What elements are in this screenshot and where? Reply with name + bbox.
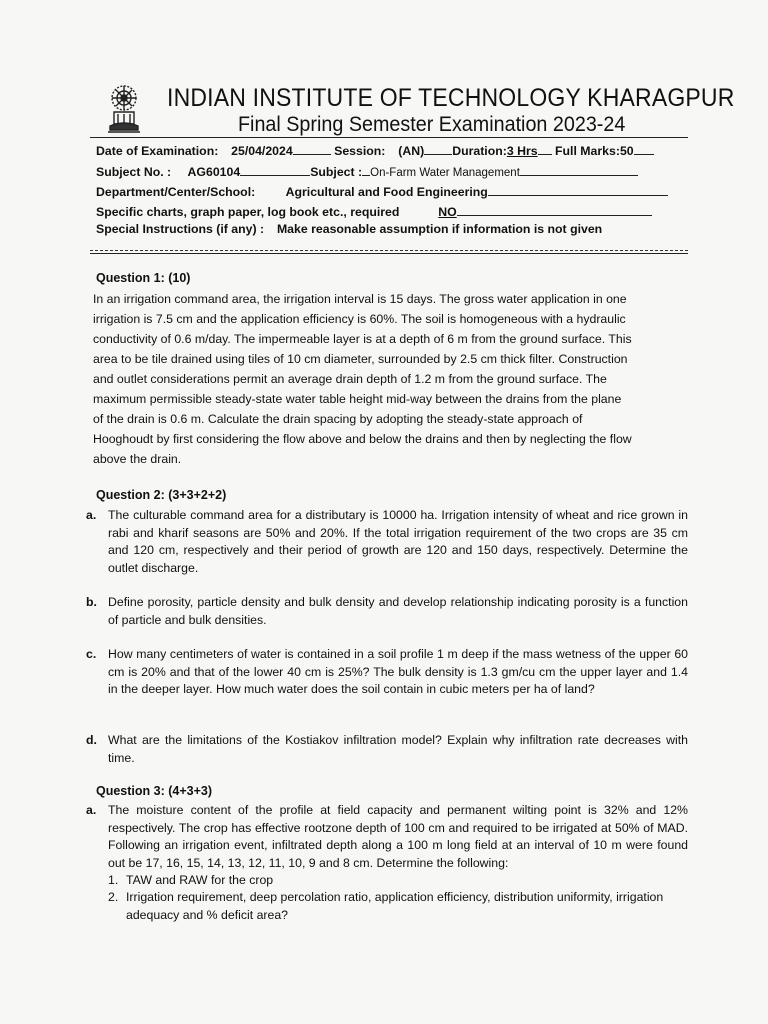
q1-line: of the drain is 0.6 m. Calculate the drain spacing by adopting the steady-state approach of <box>93 412 583 426</box>
sub-number: 2. <box>108 890 119 904</box>
date-value: 25/04/2024 <box>231 144 293 158</box>
q1-line: irrigation is 7.5 cm and the application efficiency is 60%. The soil is homogeneous with a hydraulic <box>93 312 626 326</box>
q1-line: maximum permissible steady-state water table height mid-way between the drains from the plane <box>93 392 622 406</box>
institute-logo-icon <box>104 80 156 138</box>
item-text: The culturable command area for a distributary is 10000 ha. Irrigation intensity of wheat and rice grown in rabi and kharif seasons are 50% and 20%. If the total irrigation requirement of the two crops are 35 cm and 120 cm, respectively and their period of growth are 120 and 150 days, respectively. Determine the outlet discharge. <box>108 508 688 575</box>
subject-info-line <box>96 164 638 179</box>
question-2d <box>86 732 688 767</box>
q1-line: and outlet considerations permit an average drain depth of 1.2 m from the ground surface. The <box>93 372 607 386</box>
question-3a-sub-1 <box>108 872 688 890</box>
duration-value: 3 Hrs <box>506 144 538 158</box>
special-instructions-line <box>96 222 602 236</box>
subject-label: Subject : <box>310 165 363 179</box>
item-label: a. <box>86 803 97 817</box>
q1-line: conductivity of 0.6 m/day. The impermeable layer is at a depth of 6 m from the ground surface. This <box>93 332 632 346</box>
question-1-title: Question 1: (10) <box>96 271 191 285</box>
q1-line: above the drain. <box>93 452 182 466</box>
instructions-label: Special Instructions (if any) : <box>96 222 265 236</box>
date-label: Date of Examination: <box>96 144 219 158</box>
subject-no-label: Subject No. : <box>96 165 172 179</box>
header-top-rule <box>90 137 688 138</box>
item-label: b. <box>86 595 97 609</box>
institute-name: INDIAN INSTITUTE OF TECHNOLOGY KHARAGPUR <box>167 84 735 112</box>
department-line <box>96 184 668 199</box>
question-3a-sub-2 <box>108 889 688 924</box>
sub-number: 1. <box>108 873 119 887</box>
sub-text: Irrigation requirement, deep percolation ratio, application efficiency, distribution uniformity, irrigation adequacy and % deficit area? <box>126 890 664 922</box>
q1-line: In an irrigation command area, the irrigation interval is 15 days. The gross water application in one <box>93 292 627 306</box>
item-label: a. <box>86 508 97 522</box>
full-marks-value: 50 <box>619 144 634 158</box>
exam-info-line <box>96 143 654 158</box>
question-2c <box>86 646 688 699</box>
subject-value: On-Farm Water Management <box>370 167 520 179</box>
question-3-title: Question 3: (4+3+3) <box>96 784 213 798</box>
charts-value: NO <box>438 205 457 219</box>
item-text: How many centimeters of water is contained in a soil profile 1 m deep if the mass wetness of the upper 60 cm is 20% and that of the lower 40 cm is 25%? The bulk density is 1.3 gm/cu cm the upper layer and 1.4 in the deeper layer. How much water does the soil contain in cubic meters per ha of land? <box>108 647 688 696</box>
subject-no-value: AG60104 <box>187 165 241 179</box>
department-value: Agricultural and Food Engineering <box>285 185 488 199</box>
item-text: The moisture content of the profile at field capacity and permanent wilting point is 32% and 12% respectively. The crop has effective rootzone depth of 100 cm and required to be irrigated at 50% of MAD. Following an irrigation event, infiltrated depth along a 100 m long field at an interval of 10 m were found out be 17, 16, 15, 14, 13, 12, 11, 10, 9 and 8 cm. Determine the following: <box>108 803 688 870</box>
header-bottom-rule <box>90 250 688 251</box>
item-text: What are the limitations of the Kostiakov infiltration model? Explain why infiltration rate decreases with time. <box>108 733 688 765</box>
question-3a <box>86 802 688 872</box>
full-marks-label: Full Marks: <box>555 144 620 158</box>
q1-line: Hooghoudt by first considering the flow above and below the drains and then by neglecting the flow <box>93 432 632 446</box>
session-value: (AN) <box>398 144 425 158</box>
q1-line: area to be tile drained using tiles of 10 cm diameter, surrounded by 2.5 cm thick filter. Construction <box>93 352 628 366</box>
charts-label: Specific charts, graph paper, log book etc., required <box>96 205 400 219</box>
question-2a <box>86 507 688 577</box>
session-label: Session: <box>334 144 386 158</box>
question-2b <box>86 594 688 629</box>
item-label: d. <box>86 733 97 747</box>
instructions-value: Make reasonable assumption if information is not given <box>276 222 603 236</box>
question-2-title: Question 2: (3+3+2+2) <box>96 488 227 502</box>
charts-required-line <box>96 204 652 219</box>
header-bottom-rule-2 <box>90 253 688 254</box>
department-label: Department/Center/School: <box>96 185 256 199</box>
item-label: c. <box>86 647 97 661</box>
duration-label: Duration: <box>452 144 507 158</box>
question-1-body <box>93 289 683 469</box>
exam-title: Final Spring Semester Examination 2023-24 <box>238 113 626 136</box>
sub-text: TAW and RAW for the crop <box>126 873 274 887</box>
item-text: Define porosity, particle density and bulk density and develop relationship indicating porosity is a function of particle and bulk densities. <box>108 595 688 627</box>
